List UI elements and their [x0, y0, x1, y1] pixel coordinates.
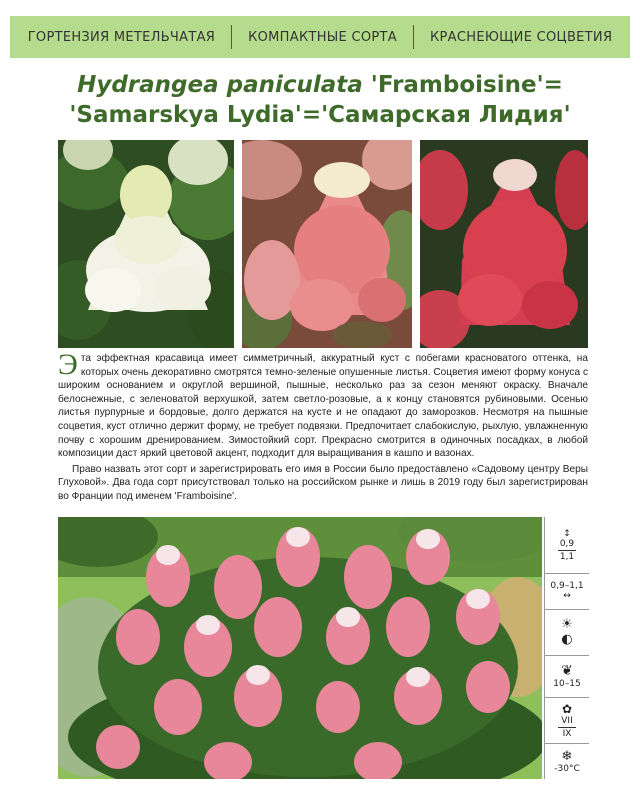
title-line-2: 'Samarskya Lydia'='Самарская Лидия': [69, 102, 571, 128]
light-indicator: [545, 609, 589, 655]
dropcap: Э: [58, 348, 78, 381]
description-paragraph-2: Право назвать этот сорт и зарегистрировать его имя в России было предоставлено «Садовому центру Веры Глуховой». Два года сорт присутствовал только на российском рынке и лишь в 2019 году был зарегистрирован во Франции под именем 'Framboisine'.: [58, 463, 588, 502]
page-title: [0, 70, 640, 130]
photo-pink-panicle: [242, 140, 412, 348]
frost-indicator: [545, 743, 589, 779]
header-bar: [10, 16, 630, 58]
description-paragraph-1-text: та эффектная красавица имеет симметричный, аккуратный куст с побегами красноватого оттенка, на которых очень декоративно смотрятся темно-зеленые опушенные листья. Соцветия имеют форму конуса с широким основанием и округлой вершиной, пышные, несколько раз за сезон меняют окраску. Вначале белоснежные, с зеленоватой верхушкой, затем светло-розовые, а к концу становятся рубиновыми. Осенью листья пурпурные и бордовые, долго держатся на кусте и не опадают до заморозков. Несмотря на пышные соцветия, куст отлично держит форму, не требует подвязки. Предпочитает слабокислую, рыхлую, увлажненную почву с хорошим дренированием. Зимостойкий сорт. Прекрасно смотрится в одиночных посадках, в любой композиции даст яркий цветовой акцент, подходит для выращивания в кашпо и вазонах.: [58, 353, 588, 460]
height-bottom-value: 1,1: [559, 551, 575, 562]
header-subcategory: КОМПАКТНЫЕ СОРТА: [248, 29, 397, 45]
width-indicator: [545, 573, 589, 609]
photo-shrub-garden: [58, 517, 542, 779]
title-cultivar: 'Framboisine'=: [362, 72, 563, 98]
fraction-line: [558, 550, 576, 551]
inflorescence-size-indicator: [545, 655, 589, 697]
height-indicator: [545, 517, 589, 573]
horizontal-arrow-icon: ↔: [563, 591, 571, 601]
width-value: 0,9–1,1: [550, 581, 584, 591]
title-latin: Hydrangea paniculata: [77, 72, 363, 98]
description: [58, 348, 588, 506]
characteristics-panel: [544, 517, 588, 779]
up-arrow-icon: ↕: [563, 528, 571, 539]
flower-size-value: 10–15: [553, 679, 581, 689]
photo-white-panicle: [58, 140, 234, 348]
leaf-icon: ❦: [561, 663, 573, 679]
description-paragraph-1: [58, 348, 588, 461]
snowflake-icon: ❄: [561, 748, 573, 764]
frost-value: -30°C: [554, 763, 580, 774]
fraction-line: [558, 727, 576, 728]
bloom-to-value: IX: [562, 728, 572, 739]
bloom-period-indicator: [545, 697, 589, 743]
header-feature: КРАСНЕЮЩИЕ СОЦВЕТИЯ: [430, 29, 613, 45]
header-category: ГОРТЕНЗИЯ МЕТЕЛЬЧАТАЯ: [27, 29, 216, 45]
title-line-1: [0, 70, 640, 100]
flower-icon: ✿: [561, 701, 573, 716]
partial-shade-icon: ◐: [561, 632, 573, 647]
sun-icon: ☀: [561, 617, 573, 632]
height-top-value: 0,9: [559, 538, 575, 549]
bloom-from-value: VII: [561, 715, 573, 726]
photo-red-panicle: [420, 140, 588, 348]
